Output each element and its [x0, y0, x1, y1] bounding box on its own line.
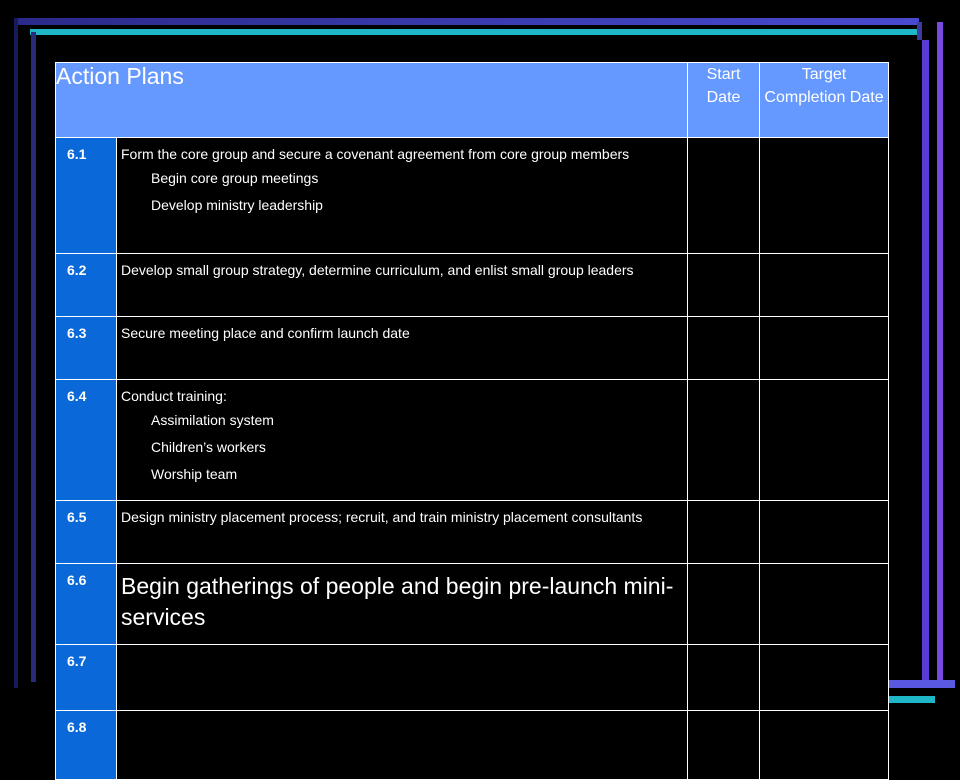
- row-description: [117, 254, 688, 317]
- start-date-cell[interactable]: [688, 564, 760, 645]
- row-main-text: Secure meeting place and confirm launch date: [121, 325, 410, 341]
- start-date-cell[interactable]: [688, 501, 760, 564]
- row-number: 6.4: [56, 380, 117, 501]
- row-main-text: Develop small group strategy, determine curriculum, and enlist small group leaders: [121, 262, 634, 278]
- row-number: 6.6: [56, 564, 117, 645]
- row-main-text: Conduct training:: [121, 388, 227, 404]
- header-action-plans: Action Plans: [56, 63, 688, 138]
- start-date-cell[interactable]: [688, 138, 760, 254]
- table-row: [56, 711, 889, 780]
- row-number: 6.1: [56, 138, 117, 254]
- table-row: [56, 138, 889, 254]
- target-date-cell[interactable]: [760, 645, 889, 711]
- target-date-cell[interactable]: [760, 138, 889, 254]
- target-date-cell[interactable]: [760, 254, 889, 317]
- target-date-cell[interactable]: [760, 564, 889, 645]
- target-date-cell[interactable]: [760, 501, 889, 564]
- row-description: [117, 564, 688, 645]
- header-target-completion-date: Target Completion Date: [760, 63, 889, 138]
- target-date-cell[interactable]: [760, 711, 889, 780]
- row-description: [117, 380, 688, 501]
- row-subitem: Assimilation system: [151, 412, 274, 428]
- frame-line-top: [14, 18, 919, 25]
- target-date-cell[interactable]: [760, 317, 889, 380]
- frame-line-right: [937, 22, 943, 682]
- table-row: [56, 380, 889, 501]
- row-main-text: Design ministry placement process; recruit, and train ministry placement consultants: [121, 509, 643, 525]
- frame-line-right-inner: [922, 40, 929, 680]
- start-date-cell[interactable]: [688, 380, 760, 501]
- start-date-cell[interactable]: [688, 254, 760, 317]
- frame-line-top-accent: [30, 29, 920, 35]
- row-number: 6.3: [56, 317, 117, 380]
- row-subitem: Worship team: [151, 466, 238, 482]
- table-row: [56, 317, 889, 380]
- row-description: [117, 501, 688, 564]
- target-date-cell[interactable]: [760, 380, 889, 501]
- action-plan-table: [55, 62, 889, 780]
- row-description[interactable]: [117, 711, 688, 780]
- row-number: 6.2: [56, 254, 117, 317]
- header-start-date: Start Date: [688, 63, 760, 138]
- row-main-text: Begin gatherings of people and begin pre-launch mini-services: [121, 573, 674, 630]
- row-description: [117, 138, 688, 254]
- start-date-cell[interactable]: [688, 645, 760, 711]
- row-subitem: Begin core group meetings: [151, 170, 319, 186]
- row-description[interactable]: [117, 645, 688, 711]
- row-main-text: Form the core group and secure a covenant agreement from core group members: [121, 146, 630, 162]
- row-number: 6.5: [56, 501, 117, 564]
- frame-line-left-inner: [31, 32, 36, 682]
- row-number: 6.7: [56, 645, 117, 711]
- table-row: [56, 645, 889, 711]
- row-description: [117, 317, 688, 380]
- start-date-cell[interactable]: [688, 711, 760, 780]
- frame-line-right-corner: [917, 22, 922, 40]
- row-subitem: Children’s workers: [151, 439, 266, 455]
- table-row: [56, 564, 889, 645]
- row-number: 6.8: [56, 711, 117, 780]
- table-row: [56, 254, 889, 317]
- start-date-cell[interactable]: [688, 317, 760, 380]
- table-row: [56, 501, 889, 564]
- table-header-row: [56, 63, 889, 138]
- row-subitem: Develop ministry leadership: [151, 197, 323, 213]
- frame-line-left: [14, 18, 18, 688]
